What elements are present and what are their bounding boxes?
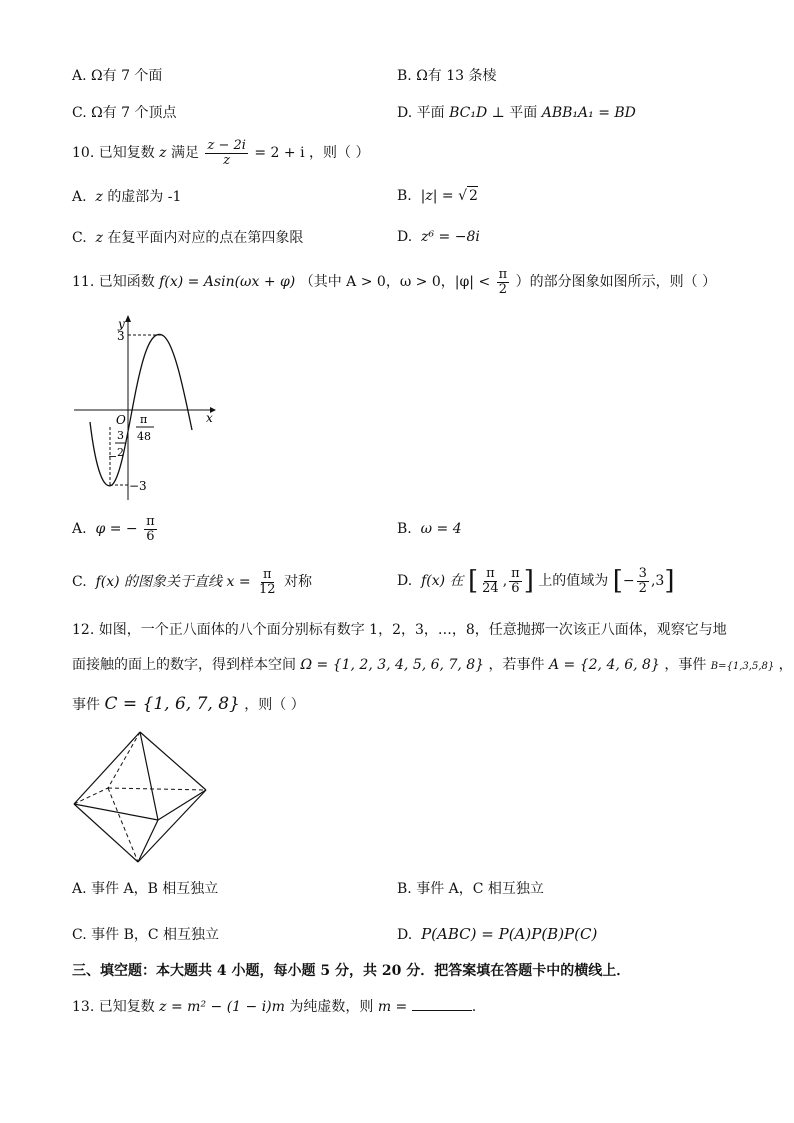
q12-line2-prefix: 面接触的面上的数字，得到样本空间 (72, 657, 296, 673)
q11-d-range-a-den: 2 (638, 580, 647, 596)
q11-tick-neg-den: 2 (117, 446, 124, 459)
q11-d-mid: 上的值域为 (538, 573, 609, 589)
q12-line3-suffix: ，则（ ） (244, 697, 305, 713)
octa-edge (74, 732, 140, 804)
q11-d-int-b-den: 6 (511, 580, 520, 596)
q11-origin-label: O (116, 413, 126, 427)
q10-fraction (205, 139, 247, 168)
q11-c-label: C. (72, 574, 87, 590)
q13-answer-var: m = (377, 999, 408, 1015)
q10-option-a (72, 188, 181, 206)
q11-c-frac-den: 12 (259, 581, 276, 597)
q12-stem-line1: 12. 如图，一个正八面体的八个面分别标有数字 1，2，3，…，8，任意抛掷一次该正八面体，观察它与地 (72, 622, 727, 638)
q11-d-int-a-num: π (486, 565, 495, 581)
q11-d-range-a-num: 3 (638, 565, 647, 581)
q12-d-expr: P(ABC) = P(A)P(B)P(C) (421, 925, 598, 943)
q10-c-text: 在复平面内对应的点在第四象限 (107, 230, 304, 246)
octa-edge (74, 804, 158, 820)
q10-option-b (397, 186, 478, 205)
q11-a-frac-num: π (146, 513, 155, 529)
q11-stem-cond: （其中 A > 0，ω > 0，|φ| < (299, 274, 491, 290)
octa-edge (138, 820, 158, 862)
q11-tick-pos-den: 48 (137, 430, 151, 443)
q9-option-d (397, 104, 636, 122)
q9-option-d-plane1: BC₁D (449, 105, 488, 121)
q9-option-d-prefix: D. 平面 (397, 105, 445, 121)
q11-d-int-a (480, 567, 501, 596)
q12-option-c: C. 事件 B，C 相互独立 (72, 927, 220, 943)
q11-d-int-a-den: 24 (482, 580, 499, 596)
q11-option-a (72, 512, 159, 546)
q11-x-label: x (206, 411, 213, 425)
q12-line2-mid2: ，事件 (664, 657, 707, 673)
q10-b-expr: |z| = (420, 188, 454, 204)
q11-stem-prefix: 11. 已知函数 (72, 274, 155, 290)
q11-stem-frac-den: 2 (498, 281, 508, 297)
q13-mid: 为纯虚数，则 (289, 999, 374, 1015)
q11-d-int-b-num: π (511, 565, 520, 581)
q11-c-fraction (257, 568, 278, 597)
q13-suffix: . (471, 999, 477, 1015)
q9-option-d-plane2: ABB₁A₁ = BD (541, 105, 636, 121)
q10-frac-num: z − 2i (207, 137, 246, 153)
q11-a-fraction (144, 515, 157, 544)
q11-d-int-b (509, 567, 522, 596)
q12-option-b: B. 事件 A，C 相互独立 (397, 881, 544, 897)
q11-stem-suffix: ）的部分图象如图所示，则（ ） (515, 274, 717, 290)
q10-a-var: z (95, 189, 103, 205)
q11-a-expr: φ = − (95, 521, 138, 537)
q11-d-range-close: ] (664, 566, 675, 596)
q11-a-frac-den: 6 (146, 528, 155, 544)
q12-line2-suffix: ， (778, 657, 793, 673)
q13-prefix: 13. 已知复数 (72, 999, 155, 1015)
q11-stem-frac-num: π (498, 266, 508, 282)
q10-option-d (397, 228, 480, 246)
q11-y-arrow (125, 315, 131, 322)
octa-hidden-edge (108, 788, 138, 862)
q11-tick-pos-num: π (140, 413, 148, 426)
q11-stem (72, 265, 716, 299)
q13-expr: z = m² − (1 − i)m (159, 999, 285, 1015)
q10-stem-var: z (159, 145, 167, 161)
q12-event-a: A = {2, 4, 6, 8} (548, 657, 660, 673)
q9-option-d-mid: ⊥ 平面 (491, 105, 538, 121)
q12-d-label: D. (397, 927, 413, 943)
q11-y-min-label: −3 (129, 479, 147, 493)
q12-line3-prefix: 事件 (72, 697, 100, 713)
q11-d-expr: f(x) 在 (421, 573, 464, 589)
q9-option-b: B. Ω有 13 条棱 (397, 68, 497, 84)
q11-option-b (397, 520, 462, 538)
q12-stem-line2 (72, 656, 793, 676)
q10-a-label: A. (72, 189, 87, 205)
q12-line2-mid: ，若事件 (488, 657, 545, 673)
q13-answer-blank[interactable] (412, 998, 472, 1011)
q11-stem-fraction (497, 268, 510, 297)
q9-option-c: C. Ω有 7 个顶点 (72, 105, 177, 121)
q11-y-label: y (118, 317, 125, 331)
q10-c-var: z (95, 230, 103, 246)
q10-d-expr: z⁶ = −8i (421, 229, 480, 245)
q10-b-label: B. (397, 188, 412, 204)
q11-b-label: B. (397, 521, 412, 537)
q10-stem (72, 136, 369, 170)
section3-title: 三、填空题：本大题共 4 小题，每小题 5 分，共 20 分．把答案填在答题卡中的横线上． (72, 963, 631, 979)
q10-c-label: C. (72, 230, 87, 246)
q10-stem-rhs: = 2 + i (254, 145, 305, 161)
q10-a-text: 的虚部为 -1 (107, 189, 182, 205)
q12-event-c: C = {1, 6, 7, 8} (104, 694, 240, 714)
q11-c-suffix: 对称 (284, 574, 313, 590)
q12-octahedron-figure (70, 728, 212, 868)
q11-sine-graph (70, 312, 220, 502)
q12-sample-space: Ω = {1, 2, 3, 4, 5, 6, 7, 8} (300, 657, 485, 673)
q13-stem (72, 998, 476, 1016)
q11-d-range-open: [ (612, 566, 623, 596)
q11-d-range-a (637, 567, 649, 596)
q11-d-interval-close: ] (523, 566, 534, 596)
q10-stem-suffix: ，则（ ） (309, 145, 370, 161)
q10-stem-prefix: 10. 已知复数 (72, 145, 155, 161)
q12-stem-line3 (72, 695, 305, 714)
q11-d-label: D. (397, 573, 413, 589)
q11-tick-neg-num: 3 (117, 429, 124, 442)
q12-option-a: A. 事件 A，B 相互独立 (72, 881, 219, 897)
q11-stem-func: f(x) = Asin(ωx + φ) (159, 274, 296, 290)
octa-edge (74, 804, 138, 862)
q11-c-expr: f(x) 的图象关于直线 x = (95, 574, 251, 590)
q10-stem-mid: 满足 (171, 145, 200, 161)
q12-event-b: B={1,3,5,8} (710, 661, 775, 672)
q11-d-interval-open: [ (468, 566, 479, 596)
q10-d-label: D. (397, 229, 413, 245)
q11-c-frac-num: π (263, 566, 272, 582)
q11-option-c (72, 565, 312, 599)
q11-d-range-b: 3 (655, 573, 665, 589)
octa-edge (138, 790, 206, 862)
octa-hidden-edge (108, 732, 140, 788)
octa-hidden-edge (74, 788, 108, 804)
q11-b-expr: ω = 4 (420, 521, 462, 537)
q9-option-a: A. Ω有 7 个面 (72, 68, 163, 84)
q10-b-sqrt: √ 2 (458, 188, 478, 204)
q10-b-sqrt-value: 2 (469, 188, 478, 204)
q11-y-max-label: 3 (117, 329, 125, 343)
q10-option-c (72, 229, 303, 247)
octa-hidden-edge (108, 788, 206, 790)
q11-tick-neg-sign: − (108, 450, 118, 463)
q10-frac-den: z (223, 152, 231, 168)
q11-option-d: D. f(x) 在 [ $\frac{\pi}{24}$ , $\frac{\pi}{6}$ ] 上的值域为 [− $\frac{3}{2}$ ,3] (397, 565, 675, 596)
q11-a-label: A. (72, 521, 87, 537)
q12-option-d (397, 925, 597, 944)
